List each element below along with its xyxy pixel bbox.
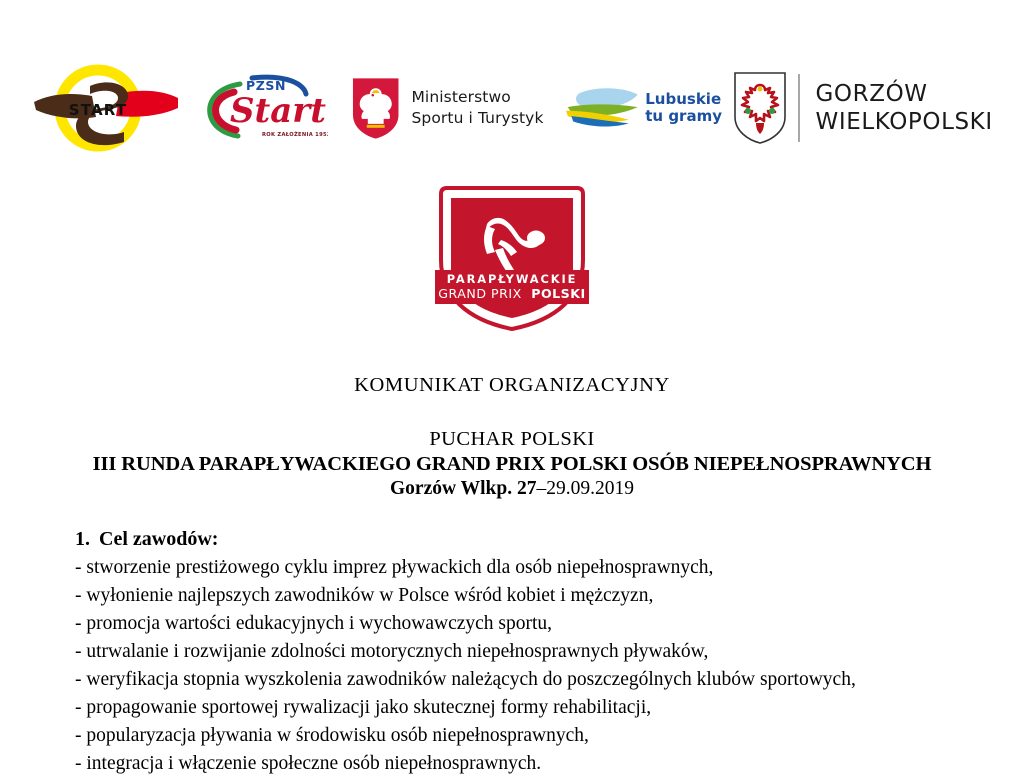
list-item: - popularyzacja pływania w środowisku osób niepełnosprawnych,: [75, 724, 589, 746]
lubuskie-line-2: tu gramy: [645, 107, 722, 125]
list-item: - promocja wartości edukacyjnych i wychowawczych sportu,: [75, 612, 553, 634]
ministry-logo-text: [411, 87, 550, 130]
event-date-range: –29.09.2019: [536, 478, 634, 499]
emblem-banner-line-2: [438, 286, 585, 301]
page-title: KOMUNIKAT ORGANIZACYJNY: [354, 374, 670, 396]
start-logo-wordmark: START: [68, 101, 128, 119]
event-title-line-1: PUCHAR POLSKI: [429, 428, 595, 450]
lubuskie-logo-text: [645, 91, 722, 125]
section-cel-zawodow: [0, 528, 1024, 778]
gorzow-logo-divider: [798, 74, 800, 142]
gorzow-line-1: GORZÓW: [815, 80, 928, 107]
section-heading-label: Cel zawodów:: [99, 528, 219, 550]
lubuskie-swoosh-icon: [566, 81, 641, 135]
gorzow-logo: [732, 63, 998, 153]
pzsn-start-logo: [200, 68, 328, 148]
parapywackie-grand-prix-polski-emblem: [429, 186, 595, 332]
pzsn-start-wordmark: Start: [230, 91, 326, 131]
list-item: - stworzenie prestiżowego cyklu imprez pływackich dla osób niepełnosprawnych,: [75, 557, 714, 578]
list-item: - integracja i włączenie społeczne osób niepełnosprawnych.: [75, 752, 542, 774]
emblem-banner-polski: POLSKI: [531, 286, 586, 301]
pzsn-start-logo-graphic: [200, 68, 328, 148]
gorzow-line-2: WIELKOPOLSKI: [815, 109, 993, 135]
emblem-container: [0, 186, 1024, 332]
section-bullet-list: [0, 554, 1024, 778]
gorzow-coat-of-arms-icon: [732, 71, 788, 145]
start-logo: [32, 60, 180, 156]
emblem-banner-grand-prix: GRAND PRIX: [438, 286, 522, 301]
section-number: 1.: [75, 528, 90, 550]
event-title-line-2: III RUNDA PARAPŁYWACKIEGO GRAND PRIX POLSKI OSÓB NIEPEŁNOSPRAWNYCH: [92, 453, 932, 475]
emblem-banner-line-1: PARAPŁYWACKIE: [446, 272, 578, 286]
list-item: - propagowanie sportowej rywalizacji jako skutecznej formy rehabilitacji,: [75, 696, 652, 718]
event-date-line: [0, 478, 1024, 500]
gorzow-logo-text: [816, 80, 993, 136]
ministry-logo: [350, 66, 550, 150]
lubuskie-logo: [566, 73, 722, 143]
pzsn-tagline: ROK ZAŁOŻENIA 1952: [262, 132, 328, 138]
section-heading: [0, 528, 1024, 551]
ministry-line-2: Sportu i Turystyk: [411, 109, 544, 127]
ministry-line-1: Ministerstwo: [411, 87, 511, 106]
pzsn-label: PZSN: [246, 78, 287, 93]
list-item: - utrwalanie i rozwijanie zdolności motorycznych niepełnosprawnych pływaków,: [75, 640, 709, 662]
event-date-place: Gorzów Wlkp. 27: [390, 478, 537, 499]
list-item: - wyłonienie najlepszych zawodników w Polsce wśród kobiet i mężczyzn,: [75, 584, 654, 606]
event-title-block: [0, 428, 1024, 500]
start-logo-graphic: [32, 60, 180, 156]
polish-eagle-shield-icon: [350, 75, 401, 141]
lubuskie-line-1: Lubuskie: [645, 90, 722, 109]
list-item: - weryfikacja stopnia wyszkolenia zawodników należących do poszczególnych klubów sportowych,: [75, 668, 856, 690]
header-logo-strip: [0, 58, 1024, 158]
